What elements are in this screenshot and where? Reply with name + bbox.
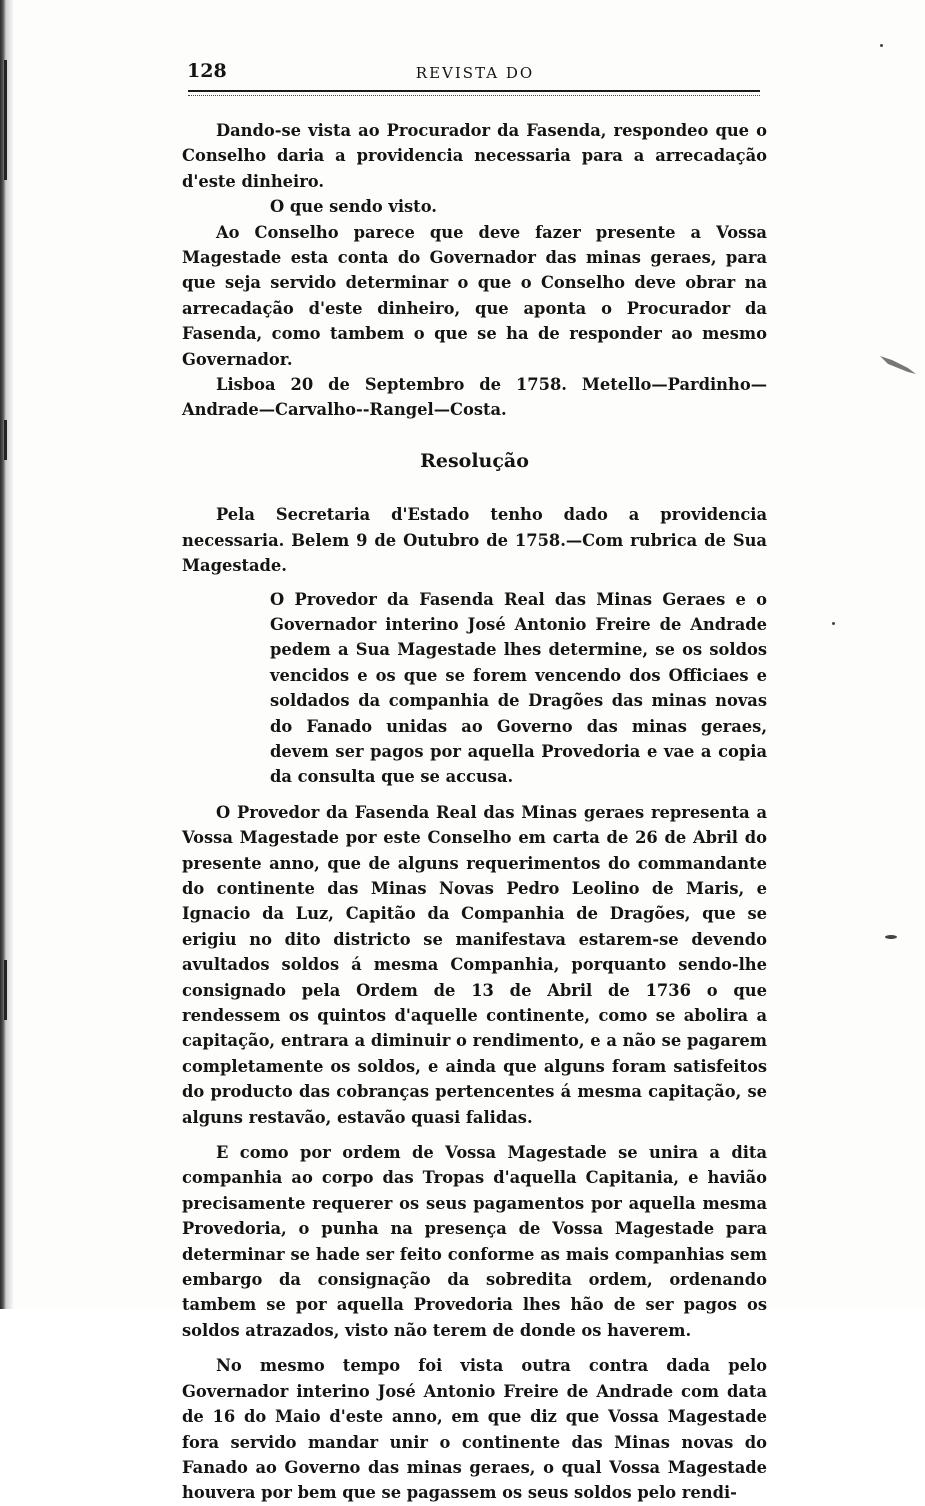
page-number: 128 [187,60,227,82]
running-title: REVISTA DO [415,64,535,82]
paragraph: No mesmo tempo foi vista outra contra dada pelo Governador interino José Antonio Freire de Andrade com data de 16 do Maio d'este anno, em que diz que Vossa Magestade fora servido mandar unir o continente das Minas novas do Fanado ao Governo das minas geraes, o qual Vossa Magestade houvera por bem que se pagassem os seus soldos pelo rendi- [182,1356,767,1503]
section-heading: Resolução [420,449,529,472]
ink-blot [878,350,918,380]
page-binding-edge [0,0,14,1309]
ink-speck [885,935,897,939]
paragraph: O Provedor da Fasenda Real das Minas geraes representa a Vossa Magestade por este Conselho em carta de 26 de Abril do presente anno, que de alguns requerimentos do commandante do continente das Minas Novas Pedro Leolino de Maris, e Ignacio da Luz, Capitão da Companhia de Dragões, que se erigiu no dito districto se manifestava estarem-se devendo avultados soldos á mesma Companhia, porquanto sendo-lhe consignado pela Ordem de 13 de Abril de 1736 o que rendessem os quintos d'aquelle continente, como se abolira a capitação, entrara a diminuir o rendimento, e a não se pagarem completamente os soldos, e ainda que alguns foram satisfeitos do producto das cobranças pertencentes á mesma capitação, se alguns restavão, estavão quasi falidas. [182,802,767,1127]
ink-speck [832,622,835,625]
binding-mark [4,60,7,180]
paragraph: Ao Conselho parece que deve fazer presente a Vossa Magestade esta conta do Governador das minas geraes, para que seja servido determinar o que o Conselho deve obrar na arrecadação d'este dinheiro, que aponta o Procurador da Fasenda, como tambem o que se ha de responder ao mesmo Governador. [182,222,767,369]
paragraph: E como por ordem de Vossa Magestade se unira a dita companhia ao corpo das Tropas d'aquella Capitania, e havião precisamente requerer os seus pagamentos por aquella mesma Provedoria, o punha na presença de Vossa Magestade para determinar se hade ser feito conforme as mais companhias sem embargo da consignação da sobredita ordem, ordenando tambem se por aquella Provedoria lhes hão de ser pagos os soldos atrazados, visto não terem de donde os haverem. [182,1143,767,1340]
header-rule [188,90,760,96]
binding-mark [4,960,7,1020]
page-header [185,52,765,88]
paragraph: Dando-se vista ao Procurador da Fasenda, respondeo que o Conselho daria a providencia necessaria para a arrecadação d'este dinheiro. [182,121,767,191]
paragraph: O que sendo visto. [270,197,437,217]
binding-mark [4,420,7,460]
summary-paragraph: O Provedor da Fasenda Real das Minas Geraes e o Governador interino José Antonio Freire de Andrade pedem a Sua Magestade lhes determine, se os soldos vencidos e os que se forem vencendo dos Officiaes e soldados da companhia de Dragões das minas novas do Fanado unidas ao Governo das minas geraes, devem ser pagos por aquella Provedoria e vae a copia da consulta que se accusa. [270,589,767,787]
ink-speck [880,44,883,47]
page-body [182,118,767,1506]
paragraph: Pela Secretaria d'Estado tenho dado a providencia necessaria. Belem 9 de Outubro de 1758.—Com rubrica de Sua Magestade. [182,505,767,576]
paragraph: Lisboa 20 de Septembro de 1758. Metello—Pardinho—Andrade—Carvalho--Rangel—Costa. [182,375,767,420]
